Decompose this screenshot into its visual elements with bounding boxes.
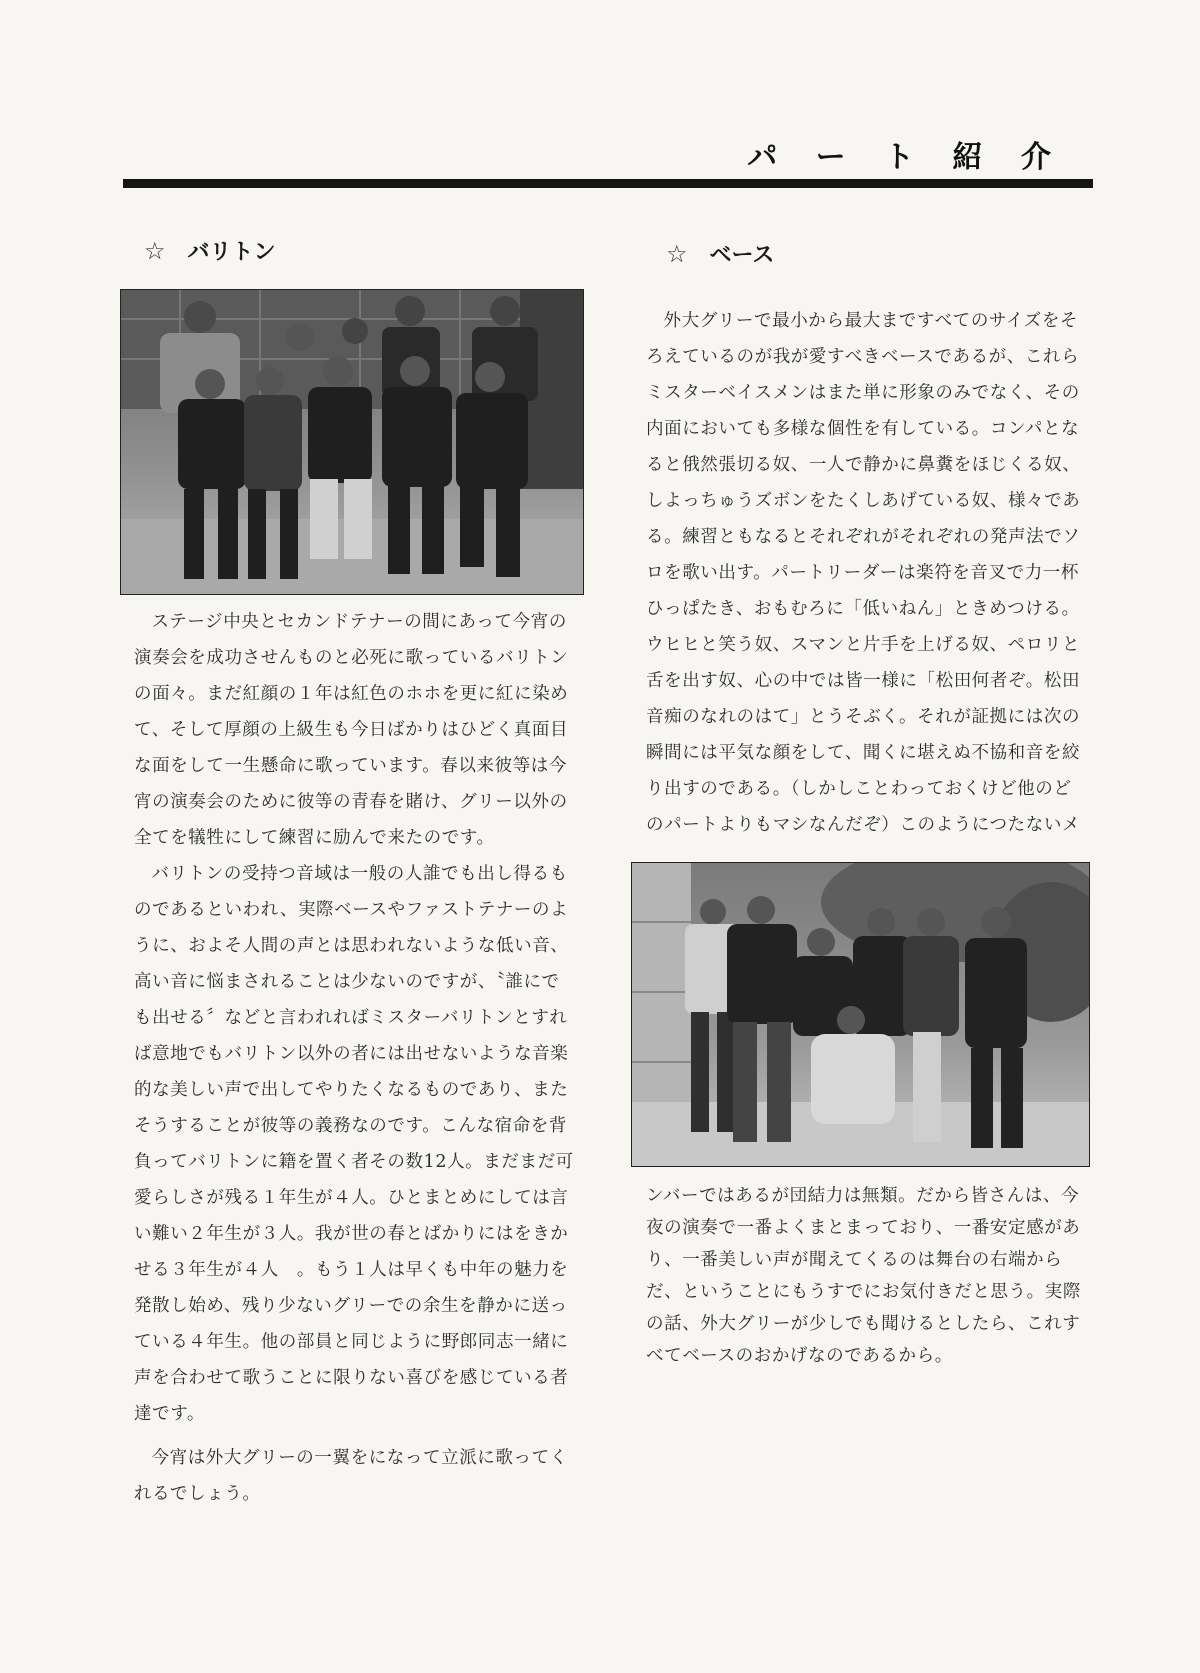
baritone-paragraph-2: バリトンの受持つ音域は一般の人誰でも出し得るものであるといわれ、実際ベースやファストテナーのように、およそ人間の声とは思われないような低い音、高い音に悩まされることは少ないのですが、〝誰にでも出せる〞などと言われればミスターバリトンとすれば意地でもバリトン以外の者には出せないような音楽的な美しい声で出してやりたくなるものであり、またそうすることが彼等の義務なのです。こんな宿命を背負ってバリトンに籍を置く者その数12人。まだまだ可愛らしさが残る１年生が４人。ひとまとめにしては言い難い２年生が３人。我が世の春とばかりにはをきかせる３年生が４人 。もう１人は早くも中年の魅力を発散し始め、残り少ないグリーでの余生を静かに送っている４年生。他の部員と同じように野郎同志一緒に声を合わせて歌うことに限りない喜びを感じている者達です。 (134, 864, 574, 1424)
bass-article-top (646, 303, 1082, 843)
section-heading-bass-label: ベース (709, 243, 775, 268)
bass-paragraph-top: 外大グリーで最小から最大まですべてのサイズをそろえているのが我が愛すべきベースであるが、これらミスターベイスメンはまた単に形象のみでなく、その内面においても多様な個性を有している。コンパとなると俄然張切る奴、一人で静かに鼻糞をほじくる奴、しよっちゅうズボンをたくしあげている奴、様々である。練習ともなるとそれぞれがそれぞれの発声法でソロを歌い出す。パートリーダーは楽符を音叉で力一杯ひっぱたき、おもむろに「低いねん」ときめつける。ウヒヒと笑う奴、スマンと片手を上げる奴、ペロリと舌を出す奴、心の中では皆一様に「松田何者ぞ。松田音痴のなれのはて」とうそぶく。それが証拠には次の瞬間には平気な顔をして、聞くに堪えぬ不協和音を絞り出すのである。（しかしことわっておくけど他のどのパートよりもマシなんだぞ）このようにつたないメ (646, 311, 1081, 835)
bass-paragraph-bottom: ンバーではあるが団結力は無類。だから皆さんは、今夜の演奏で一番よくまとまっており、一番安定感があり、一番美しい声が聞えてくるのは舞台の右端からだ、ということにもうすでにお気付きだと思う。実際の話、外大グリーが少しでも聞けるとしたら、これすべてベースのおかげなのであるから。 (646, 1186, 1081, 1366)
page-title: パ ー ト 紹 介 (747, 140, 1065, 175)
baritone-article (134, 604, 574, 1512)
baritone-group-photo (120, 289, 584, 595)
section-heading-bass (666, 238, 774, 269)
star-icon: ☆ (144, 237, 166, 265)
baritone-paragraph-1: ステージ中央とセカンドテナーの間にあって今宵の演奏会を成功させんものと必死に歌っているバリトンの面々。まだ紅顔の１年は紅色のホホを更に紅に染めて、そして厚顔の上級生も今日ばかりはひどく真面目な面をして一生懸命に歌っています。春以来彼等は今宵の演奏会のために彼等の青春を賭け、グリー以外の全てを犠牲にして練習に励んで来たのです。 (134, 612, 569, 848)
title-rule (123, 179, 1093, 188)
star-icon: ☆ (666, 240, 688, 268)
section-heading-baritone (144, 235, 276, 266)
bass-article-bottom (646, 1180, 1082, 1372)
bass-group-photo (631, 862, 1090, 1167)
baritone-paragraph-3: 今宵は外大グリーの一翼をになって立派に歌ってくれるでしょう。 (134, 1448, 568, 1504)
section-heading-baritone-label: バリトン (187, 240, 276, 265)
